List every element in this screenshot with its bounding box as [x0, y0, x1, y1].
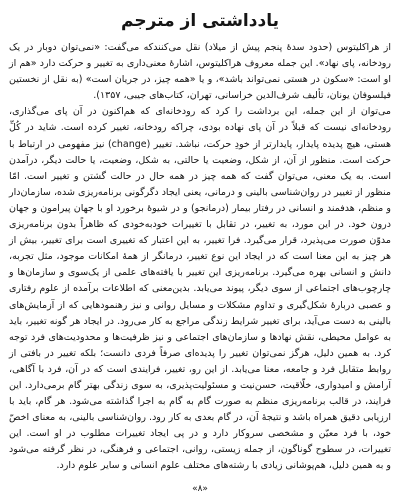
paragraph: از هراکلیتوس (حدود سدهٔ پنجم پیش از میلاد) نقل می‌کنندکه می‌گفت: «نمی‌توان دوبار در یک رودخانه، پای نهاد». این جمله معروف هراکلیتوس، اشارهٔ معنی‌داری به تغییر و حرکت دارد «هم از او است: «سکون در هستی نمی‌تواند باشد»، و یا «همه چیز، در جریان است» (به نقل از نخستین فیلسوفان یونان، تألیف شرف‌الدین خراسانی، تهران، کتاب‌های جیبی، ۱۳۵۷). [9, 42, 391, 102]
body-text [9, 40, 391, 475]
page-title: یادداشتی از مترجم [121, 11, 279, 31]
page-number: «۸» [192, 484, 208, 494]
paragraph: می‌توان از این جمله، این برداشت را کرد که رودخانه‌ای که هم‌اکنون در آن پای می‌گذاری، رودخانه‌ای نیست که قبلاً در آن پای نهاده بودی، چراکه رودخانه، تغییر کرده است. شاید در کُلِّ هستی، هیچ پدیده پایدار، پایدارتر از خودِ حرکت، نباشد. تغییر (change) نیز مفهومی در ارتباط با حرکت است. منظور از آن، از شکل، وضعیت یا حالتی، به شکل، وضعیت، یا حالت دیگر، درآمدن است. به یک معنی، می‌توان گفت که همه چیز در همه حال در حالت گشتن و تغییر است. امّا منظور از تغییر در روان‌شناسی بالینی و درمانی، یعنی ایجاد دگرگونی برنامه‌ریزی شده، سازمان‌دار و منظم، هدفمند و انسانی در رفتار بیمار (درمانجو) و در شیوهٔ برخورد او با جهان پیرامون و جهان درون خود. در این مورد، به تغییر، در تقابل با تغییرات خودبه‌خودی که ظاهراً بدون برنامه‌ریزی مدوّن صورت می‌پذیرد، قرار می‌گیرد. فرا تغییر، به این اعتبار که تغییری است برای تغییر، بیش از هر چیز به این معنا است که در ایجاد این نوع تغییر، درمانگر از همهٔ امکانات موجود، مثل تجربه، دانش و انسانی بهره می‌گیرد. برنامه‌ریزی این تغییر با یافته‌های علمی از یک‌سوی و سازمان‌ها و چارچوب‌های اجتماعی از سوی دیگر، پیوند می‌یابد. بدین‌معنی که اطلاعات برآمده از علوم رفتاری و عصبی دربارهٔ شکل‌گیری و تداوم مشکلات و مسایل روانی و نیز رهنمودهایی که از آزمایش‌های بالینی به دست می‌آید، برای تغییر شرایط زندگی مراجع به کار می‌رود. در ایجاد هر گونه تغییر، باید به عوامل محیطی، نقش نهادها و سازمان‌های اجتماعی و نیز ظرفیت‌ها و محدودیت‌های فرد توجه کرد. به همین دلیل، هرگز نمی‌توان تغییر را پدیده‌ای صرفاً فردی دانست؛ بلکه تغییر در بافتی از روابط متقابل فرد و جامعه، معنا می‌یابد. از این رو، تغییر، فرایندی است که در آن، فرد با آگاهی، آرامش و امیدواری، خلّاقیت، حسن‌نیت و مسئولیت‌پذیری، به سوی زندگی بهتر گام برمی‌دارد. این فرایند، در قالب برنامه‌ریزی منظم به صورت گام به گام به اجرا گذاشته می‌شود. هر گام، باید با ارزیابی دقیق همراه باشد و نتیجهٔ آن، در گام بعدی به کار رود. روان‌شناسی بالینی، به معنای اخصّ خود، با فرد معیّن و مشخصی سروکار دارد و در پی ایجاد تغییرات مطلوب در او است. این تغییرات، در سطوح گوناگون، از جمله زیستی، روانی، اجتماعی و فرهنگی، در نظر گرفته می‌شود و به همین دلیل، هم‌پوشانی زیادی با رشته‌های مختلف علوم انسانی و سایر علوم دارد. [9, 106, 391, 472]
